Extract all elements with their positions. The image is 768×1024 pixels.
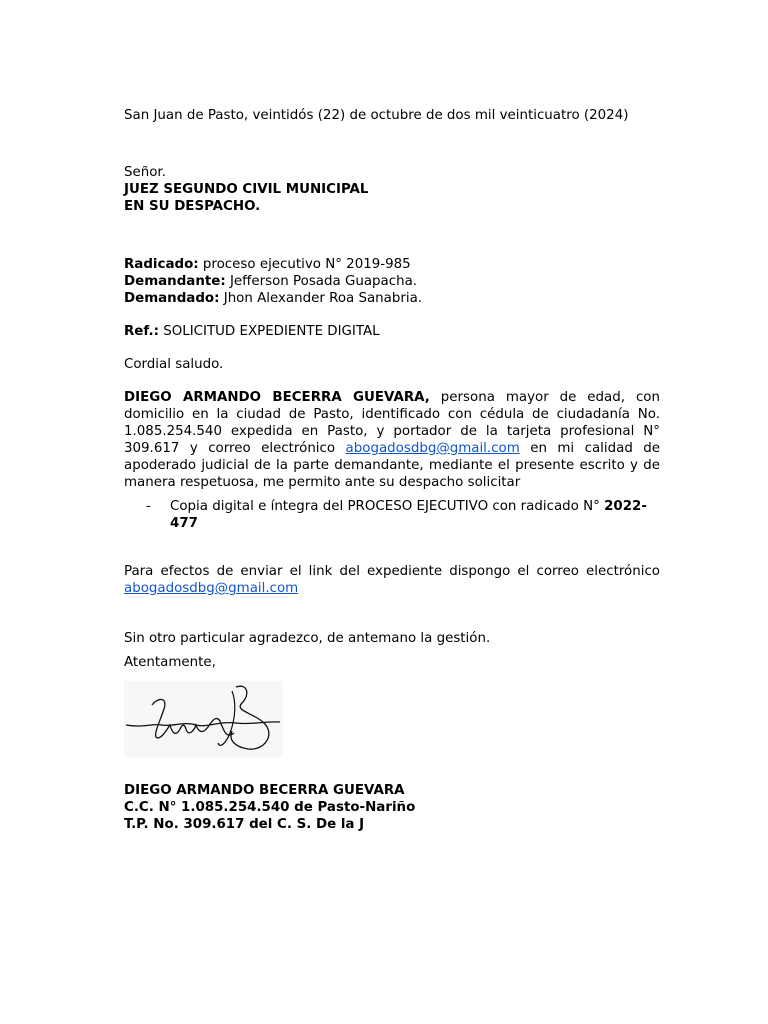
- thanks-line: Sin otro particular agradezco, de antemano la gestión.: [124, 631, 491, 646]
- demandante-line: [124, 273, 660, 290]
- salutation: Señor.: [124, 165, 166, 180]
- demandante-value: Jefferson Posada Guapacha.: [225, 274, 418, 289]
- signer-block: [124, 782, 660, 833]
- demandado-value: Jhon Alexander Roa Sanabria.: [219, 291, 423, 306]
- body-email-link[interactable]: abogadosdbg@gmail.com: [345, 441, 520, 456]
- efectos-email-link[interactable]: abogadosdbg@gmail.com: [124, 581, 299, 596]
- efectos-text: Para efectos de enviar el link del expediente dispongo el correo electrónico: [124, 564, 660, 579]
- list-item-text: [170, 498, 660, 532]
- recipient-line-2: EN SU DESPACHO.: [124, 199, 261, 214]
- closing-line: Atentamente,: [124, 655, 216, 670]
- ref-value: SOLICITUD EXPEDIENTE DIGITAL: [158, 324, 380, 339]
- recipient-block: [124, 164, 660, 215]
- case-details: [124, 256, 660, 307]
- body-text-1: persona mayor de edad, con domicilio en la ciudad de Pasto, identificado con cédula de ciudadanía No. 1.085.254.540 expedida en Pasto, y portador de la tarjeta profesional N° 309.617 y correo electrónico: [124, 390, 660, 456]
- demandante-label: Demandante:: [124, 274, 226, 289]
- reference-line: [124, 323, 660, 340]
- signer-name: DIEGO ARMANDO BECERRA GUEVARA: [124, 783, 405, 798]
- body-name: DIEGO ARMANDO BECERRA GUEVARA,: [124, 390, 430, 405]
- signer-tp: T.P. No. 309.617 del C. S. De la J: [124, 817, 365, 832]
- list-radicado: 2022-477: [170, 499, 647, 531]
- list-text: Copia digital e íntegra del PROCESO EJECUTIVO con radicado N°: [170, 499, 605, 514]
- ref-label: Ref.:: [124, 324, 159, 339]
- body-text-2: en mi calidad de apoderado judicial de la parte demandante, mediante el presente escrito y de manera respetuosa, me permito ante su despacho solicitar: [124, 441, 660, 490]
- body-paragraph: [124, 389, 660, 491]
- list-dash: -: [146, 499, 151, 514]
- handwritten-signature-icon: [124, 681, 283, 757]
- radicado-value: proceso ejecutivo N° 2019-985: [198, 257, 411, 272]
- demandado-line: [124, 290, 660, 307]
- demandado-label: Demandado:: [124, 291, 220, 306]
- request-list-item: [124, 498, 660, 532]
- greeting: Cordial saludo.: [124, 357, 224, 372]
- signature-image: [124, 681, 283, 757]
- radicado-line: [124, 256, 660, 273]
- signer-cc: C.C. N° 1.085.254.540 de Pasto-Nariño: [124, 800, 416, 815]
- efectos-paragraph: [124, 563, 660, 597]
- recipient-line-1: JUEZ SEGUNDO CIVIL MUNICIPAL: [124, 182, 369, 197]
- letter-body: [124, 107, 660, 833]
- radicado-label: Radicado:: [124, 257, 199, 272]
- date-line: San Juan de Pasto, veintidós (22) de octubre de dos mil veinticuatro (2024): [124, 108, 629, 123]
